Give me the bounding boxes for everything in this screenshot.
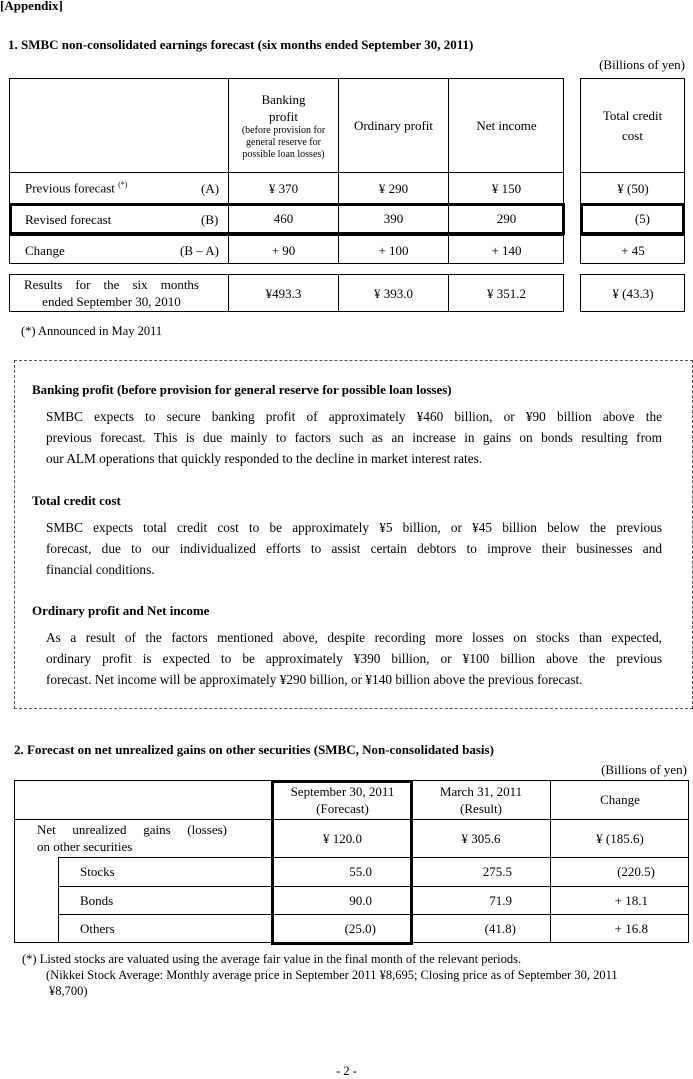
cell-sep: (25.0) xyxy=(344,921,376,936)
cell-sep: 90.0 xyxy=(349,893,372,908)
row-label: Stocks xyxy=(80,864,115,879)
cell-banking: + 90 xyxy=(271,242,296,258)
row-label: Net unrealized gains (losses) on other securities xyxy=(37,822,227,854)
commentary-heading-ordinary: Ordinary profit and Net income xyxy=(32,603,210,618)
cell-net: ¥ 150 xyxy=(491,180,522,196)
header-mar-2011: March 31, 2011 (Result) xyxy=(439,784,523,816)
cell-change: (220.5) xyxy=(617,864,655,879)
header-banking-profit: Banking profit (before provision for general reserve for possible loan losses) xyxy=(241,92,326,160)
cell-sep: 55.0 xyxy=(349,864,372,879)
cell-ordinary: + 100 xyxy=(378,242,409,258)
section1-footnote: (*) Announced in May 2011 xyxy=(21,324,163,338)
row-label: Bonds xyxy=(80,893,114,908)
cell-mar: (41.8) xyxy=(484,921,516,936)
cell-ordinary: ¥ 290 xyxy=(378,180,409,196)
cell-net: + 140 xyxy=(491,242,522,258)
cell-change: ¥ (185.6) xyxy=(596,830,644,846)
header-change: Change xyxy=(600,792,640,807)
cell-credit: ¥ (50) xyxy=(617,180,649,196)
results-label: Results for the six months ended September 30, 2010 xyxy=(24,277,199,309)
cell-credit: ¥ (43.3) xyxy=(612,285,654,301)
section2-footnote: (*) Listed stocks are valuated using the average fair value in the final month of the relevant periods. (Nikkei Stock Average: Monthly average price in September 2011 ¥8,695; Closing price as of September 30, 2011 ¥8,700) xyxy=(22,952,618,998)
section1-title: 1. SMBC non-consolidated earnings forecast (six months ended September 30, 2011) xyxy=(8,37,474,52)
cell-mar: ¥ 305.6 xyxy=(461,830,501,846)
cell-banking: 460 xyxy=(273,211,294,226)
section2-title: 2. Forecast on net unrealized gains on other securities (SMBC, Non-consolidated basis) xyxy=(14,742,494,757)
row-label: Previous forecast (*) xyxy=(25,180,128,196)
commentary-text-banking: SMBC expects to secure banking profit of approximately ¥460 billion, or ¥90 billion above the previous forecast. This is due mainly to factors such as an increase in gains on bonds resulting from our ALM operations that quickly responded to the decline in market interest rates. xyxy=(46,409,662,466)
commentary-heading-credit: Total credit cost xyxy=(32,493,121,508)
cell-net: 290 xyxy=(496,211,517,226)
row-label: Change xyxy=(25,243,65,258)
row-code: (B) xyxy=(201,212,219,227)
cell-banking: ¥493.3 xyxy=(265,285,302,301)
header-net-income: Net income xyxy=(476,118,537,133)
row-code: (A) xyxy=(201,181,220,196)
cell-change: + 18.1 xyxy=(614,893,648,908)
appendix-label: [Appendix] xyxy=(0,0,63,13)
cell-net: ¥ 351.2 xyxy=(487,285,526,301)
commentary-heading-banking: Banking profit (before provision for general reserve for possible loan losses) xyxy=(32,382,452,397)
header-ordinary-profit: Ordinary profit xyxy=(353,118,434,133)
cell-mar: 275.5 xyxy=(482,864,512,879)
row-label: Others xyxy=(80,921,115,936)
cell-ordinary: ¥ 393.0 xyxy=(374,285,413,301)
cell-ordinary: 390 xyxy=(383,211,404,226)
row-label: Revised forecast xyxy=(25,212,112,227)
section2-unit: (Billions of yen) xyxy=(601,762,687,777)
cell-banking: ¥ 370 xyxy=(268,180,299,196)
commentary-text-ordinary: As a result of the factors mentioned above, despite recording more losses on stocks than expected, ordinary profit is expected to be approximately ¥390 billion, or ¥100 billion above the previous forecast. Net income will be approximately ¥290 billion, or ¥140 billion above the previous forecast. xyxy=(46,630,662,687)
section1-unit: (Billions of yen) xyxy=(599,57,685,72)
row-code: (B – A) xyxy=(180,243,219,258)
commentary-text-credit: SMBC expects total credit cost to be approximately ¥5 billion, or ¥45 billion below the previous forecast, due to our individualized efforts to assist certain debtors to improve their businesses and financial conditions. xyxy=(46,520,662,577)
cell-credit: (5) xyxy=(634,211,650,226)
cell-mar: 71.9 xyxy=(489,893,512,908)
page-number: - 2 - xyxy=(336,1064,357,1078)
header-total-credit-cost: Total credit cost xyxy=(602,108,663,143)
cell-change: + 16.8 xyxy=(614,921,648,936)
cell-credit: + 45 xyxy=(621,242,645,258)
cell-sep: ¥ 120.0 xyxy=(323,830,362,846)
header-sep-2011: September 30, 2011 (Forecast) xyxy=(290,784,395,816)
